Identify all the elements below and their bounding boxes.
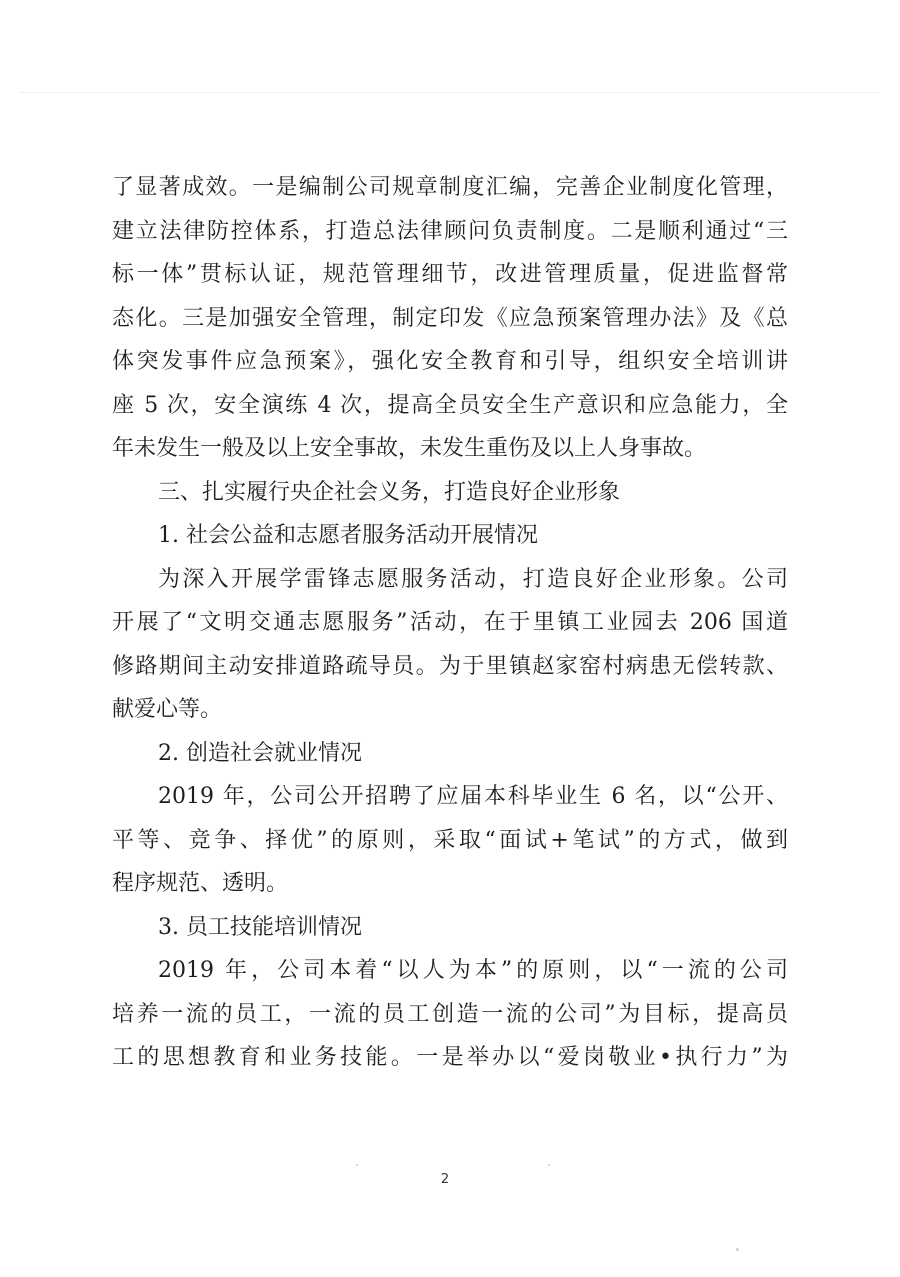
text-line: 态化。三是加强安全管理，制定印发《应急预案管理办法》及《总 (112, 305, 788, 331)
body-text (112, 166, 788, 1080)
subsection-heading: 1. 社会公益和志愿者服务活动开展情况 (158, 523, 538, 548)
text-line: 工的思想教育和业务技能。一是举办以“爱岗敬业•执行力”为 (112, 1045, 788, 1070)
scan-speck (356, 1164, 358, 1166)
text-line: 程序规范、透明。 (112, 871, 289, 896)
text-line: 献爱心等。 (112, 697, 223, 722)
text-line: 建立法律防控体系，打造总法律顾问负责制度。二是顺利通过“三 (112, 218, 788, 244)
text-line: 了显著成效。一是编制公司规章制度汇编，完善企业制度化管理， (112, 175, 788, 200)
page-number: 2 (440, 1172, 450, 1187)
text-line: 开展了“文明交通志愿服务”活动，在于里镇工业园去 206 国道 (112, 610, 788, 635)
section-heading: 三、扎实履行央企社会义务，打造良好企业形象 (158, 479, 621, 505)
text-line: 2019 年，公司本着“以人为本”的原则，以“一流的公司 (158, 958, 788, 983)
text-line: 为深入开展学雷锋志愿服务活动，打造良好企业形象。公司 (158, 566, 788, 592)
subsection-heading: 3. 员工技能培训情况 (158, 914, 362, 940)
text-line: 年未发生一般及以上安全事故，未发生重伤及以上人身事故。 (112, 436, 707, 461)
text-line: 培养一流的员工，一流的员工创造一流的公司”为目标，提高员 (112, 1001, 788, 1027)
subsection-heading: 2. 创造社会就业情况 (158, 740, 362, 766)
text-line: 平等、竞争、择优”的原则，采取“面试+笔试”的方式，做到 (112, 827, 788, 853)
text-line: 2019 年，公司公开招聘了应届本科毕业生 6 名，以“公开、 (158, 784, 788, 809)
scan-speck (736, 1248, 739, 1251)
scan-speck (548, 1164, 550, 1166)
text-line: 修路期间主动安排道路疏导员。为于里镇赵家窑村病患无偿转款、 (112, 653, 788, 679)
text-line: 座 5 次，安全演练 4 次，提高全员安全生产意识和应急能力，全 (112, 392, 788, 418)
text-line: 体突发事件应急预案》，强化安全教育和引导，组织安全培训讲 (112, 349, 788, 374)
text-line: 标一体”贯标认证，规范管理细节，改进管理质量，促进监督常 (112, 262, 788, 287)
scan-top-rule (20, 92, 880, 93)
